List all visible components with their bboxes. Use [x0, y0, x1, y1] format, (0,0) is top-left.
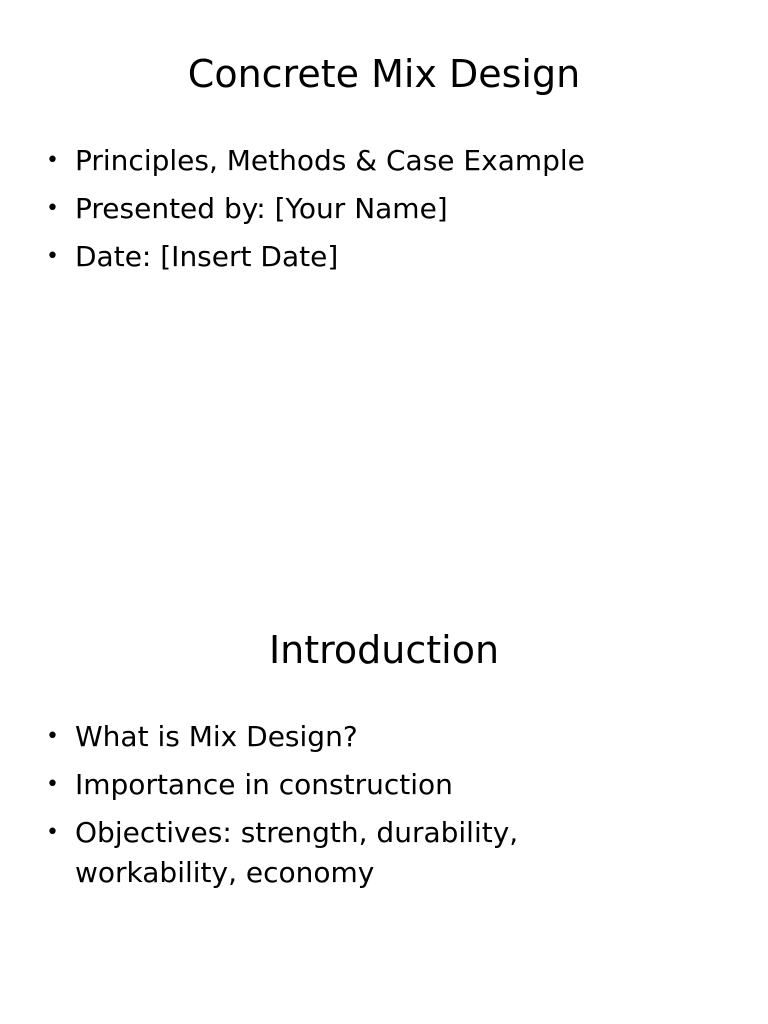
bullet-list [46, 717, 686, 901]
list-item [46, 237, 686, 277]
bullet-icon: • [46, 148, 59, 173]
slide-title: Concrete Mix Design [187, 52, 581, 96]
slide-introduction [0, 576, 768, 1024]
bullet-text: Presented by: [Your Name] [75, 192, 448, 225]
bullet-icon: • [46, 244, 59, 269]
bullet-list [46, 141, 686, 285]
bullet-text: Date: [Insert Date] [75, 240, 339, 273]
list-item [46, 813, 686, 893]
bullet-text: Principles, Methods & Case Example [75, 144, 585, 177]
list-item [46, 765, 686, 805]
bullet-icon: • [46, 724, 59, 749]
bullet-text: What is Mix Design? [75, 720, 358, 753]
list-item [46, 717, 686, 757]
list-item [46, 141, 686, 181]
list-item [46, 189, 686, 229]
bullet-icon: • [46, 196, 59, 221]
bullet-icon: • [46, 820, 59, 845]
bullet-icon: • [46, 772, 59, 797]
slide-title: Introduction [268, 628, 500, 672]
bullet-text: Objectives: strength, durability, workability, economy [75, 816, 519, 889]
bullet-text: Importance in construction [75, 768, 453, 801]
